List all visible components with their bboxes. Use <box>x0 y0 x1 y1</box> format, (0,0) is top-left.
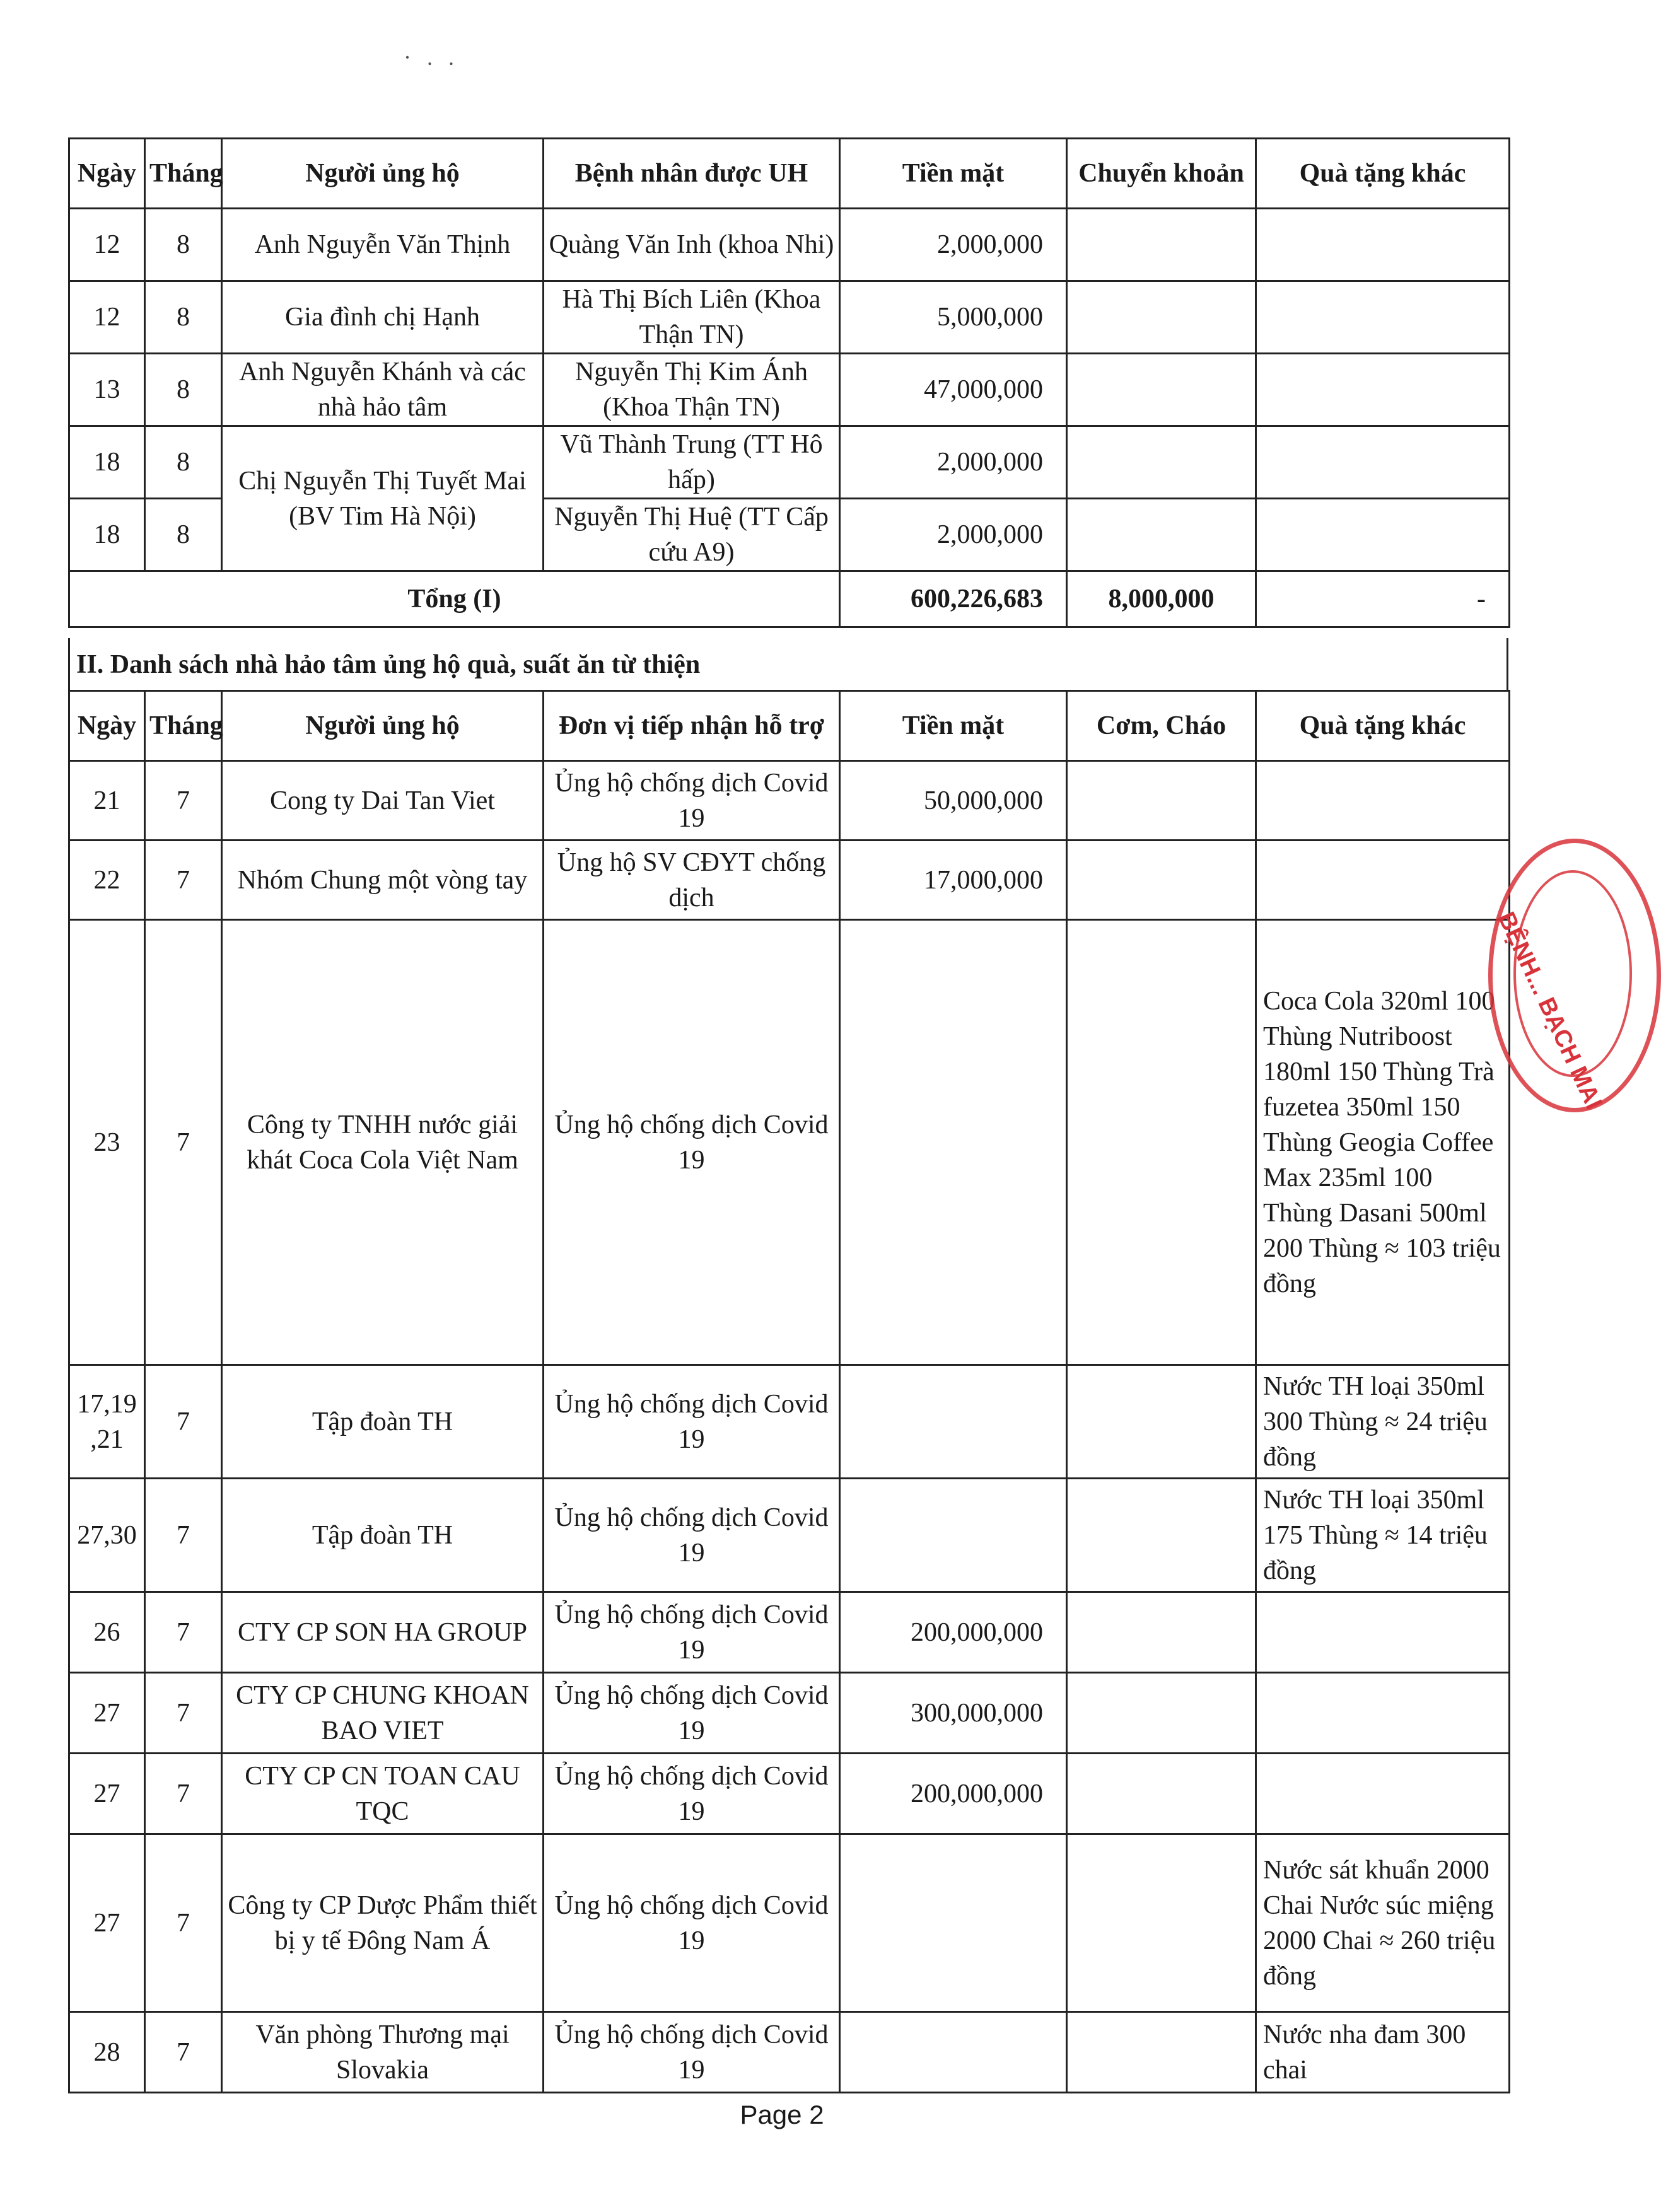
cell-day: 28 <box>69 2012 145 2093</box>
cell-cash: 2,000,000 <box>840 426 1067 499</box>
cell-unit: Ủng hộ chống dịch Covid 19 <box>544 1365 840 1479</box>
header-patient: Bệnh nhân được UH <box>544 139 840 209</box>
cell-meal <box>1067 761 1256 841</box>
cell-gift: Coca Cola 320ml 100 Thùng Nutriboost 180ml 150 Thùng Trà fuzetea 350ml 150 Thùng Geogia Coffee Max 235ml 100 Thùng Dasani 500ml 200 Thùng ≈ 103 triệu đồng <box>1256 920 1510 1365</box>
cell-transfer <box>1067 209 1256 281</box>
donation-table-patients <box>68 137 1510 628</box>
cell-month: 7 <box>145 1365 222 1479</box>
cell-month: 8 <box>145 209 222 281</box>
cell-cash: 300,000,000 <box>840 1673 1067 1754</box>
cell-day: 17,19 ,21 <box>69 1365 145 1479</box>
cell-month: 7 <box>145 1673 222 1754</box>
cell-gift: Nước TH loại 350ml 300 Thùng ≈ 24 triệu đồng <box>1256 1365 1510 1479</box>
cell-patient: Nguyễn Thị Kim Ánh (Khoa Thận TN) <box>544 354 840 426</box>
cell-gift <box>1256 354 1510 426</box>
cell-day: 27 <box>69 1834 145 2012</box>
cell-day: 21 <box>69 761 145 841</box>
cell-donor: Tập đoàn TH <box>222 1365 544 1479</box>
table-row <box>69 920 1510 1365</box>
cell-cash <box>840 920 1067 1365</box>
cell-cash <box>840 1365 1067 1479</box>
table-row <box>69 1673 1510 1754</box>
cell-transfer <box>1067 426 1256 499</box>
cell-cash: 5,000,000 <box>840 281 1067 354</box>
cell-donor: Văn phòng Thương mại Slovakia <box>222 2012 544 2093</box>
cell-unit: Ủng hộ chống dịch Covid 19 <box>544 761 840 841</box>
cell-gift: Nước TH loại 350ml 175 Thùng ≈ 14 triệu đồng <box>1256 1479 1510 1592</box>
cell-day: 12 <box>69 281 145 354</box>
cell-transfer <box>1067 281 1256 354</box>
cell-day: 22 <box>69 841 145 920</box>
cell-donor: Cong ty Dai Tan Viet <box>222 761 544 841</box>
total-row <box>69 571 1510 627</box>
header-receiving-unit: Đơn vị tiếp nhận hỗ trợ <box>544 691 840 761</box>
cell-donor: CTY CP CHUNG KHOAN BAO VIET <box>222 1673 544 1754</box>
table-row <box>69 1365 1510 1479</box>
cell-unit: Ủng hộ chống dịch Covid 19 <box>544 2012 840 2093</box>
cell-patient: Hà Thị Bích Liên (Khoa Thận TN) <box>544 281 840 354</box>
header-month: Tháng <box>145 691 222 761</box>
cell-cash: 2,000,000 <box>840 499 1067 571</box>
cell-gift: Nước nha đam 300 chai <box>1256 2012 1510 2093</box>
cell-unit: Ủng hộ chống dịch Covid 19 <box>544 1479 840 1592</box>
cell-unit: Ủng hộ chống dịch Covid 19 <box>544 1592 840 1673</box>
scan-artifact: · . . <box>404 45 459 70</box>
donation-table-gifts <box>68 690 1510 2093</box>
cell-cash <box>840 2012 1067 2093</box>
cell-month: 7 <box>145 1834 222 2012</box>
cell-day: 23 <box>69 920 145 1365</box>
cell-patient: Quàng Văn Inh (khoa Nhi) <box>544 209 840 281</box>
cell-meal <box>1067 1365 1256 1479</box>
table-row <box>69 281 1510 354</box>
header-donor: Người ủng hộ <box>222 691 544 761</box>
cell-month: 8 <box>145 281 222 354</box>
cell-gift <box>1256 281 1510 354</box>
header-donor: Người ủng hộ <box>222 139 544 209</box>
cell-transfer <box>1067 354 1256 426</box>
cell-month: 7 <box>145 1592 222 1673</box>
cell-meal <box>1067 1592 1256 1673</box>
cell-meal <box>1067 1834 1256 2012</box>
cell-donor: CTY CP SON HA GROUP <box>222 1592 544 1673</box>
header-day: Ngày <box>69 139 145 209</box>
cell-meal <box>1067 1479 1256 1592</box>
cell-meal <box>1067 1754 1256 1834</box>
table-row <box>69 426 1510 499</box>
cell-month: 7 <box>145 841 222 920</box>
header-transfer: Chuyển khoản <box>1067 139 1256 209</box>
header-cash: Tiền mặt <box>840 691 1067 761</box>
table-row <box>69 841 1510 920</box>
cell-day: 13 <box>69 354 145 426</box>
cell-donor: Gia đình chị Hạnh <box>222 281 544 354</box>
cell-patient: Nguyễn Thị Huệ (TT Cấp cứu A9) <box>544 499 840 571</box>
cell-donor: Nhóm Chung một vòng tay <box>222 841 544 920</box>
cell-day: 27 <box>69 1673 145 1754</box>
cell-cash: 200,000,000 <box>840 1592 1067 1673</box>
table-header-row <box>69 691 1510 761</box>
cell-month: 7 <box>145 2012 222 2093</box>
header-gift: Quà tặng khác <box>1256 139 1510 209</box>
cell-cash: 200,000,000 <box>840 1754 1067 1834</box>
cell-meal <box>1067 920 1256 1365</box>
cell-unit: Ủng hộ SV CĐYT chống dịch <box>544 841 840 920</box>
total-transfer: 8,000,000 <box>1067 571 1256 627</box>
cell-unit: Ủng hộ chống dịch Covid 19 <box>544 1834 840 2012</box>
cell-donor: Công ty TNHH nước giải khát Coca Cola Việt Nam <box>222 920 544 1365</box>
cell-cash: 2,000,000 <box>840 209 1067 281</box>
table-row <box>69 2012 1510 2093</box>
cell-gift <box>1256 499 1510 571</box>
cell-day: 18 <box>69 499 145 571</box>
cell-gift <box>1256 761 1510 841</box>
cell-meal <box>1067 2012 1256 2093</box>
cell-donor: Chị Nguyễn Thị Tuyết Mai (BV Tim Hà Nội) <box>222 426 544 571</box>
table-row <box>69 761 1510 841</box>
cell-day: 27 <box>69 1754 145 1834</box>
page-number: Page 2 <box>740 2100 824 2129</box>
cell-month: 7 <box>145 1479 222 1592</box>
cell-day: 18 <box>69 426 145 499</box>
cell-gift <box>1256 841 1510 920</box>
cell-donor: Công ty CP Dược Phẩm thiết bị y tế Đông Nam Á <box>222 1834 544 2012</box>
cell-meal <box>1067 841 1256 920</box>
cell-donor: CTY CP CN TOAN CAU TQC <box>222 1754 544 1834</box>
table-header-row <box>69 139 1510 209</box>
header-meal: Cơm, Cháo <box>1067 691 1256 761</box>
cell-cash <box>840 1479 1067 1592</box>
cell-month: 7 <box>145 920 222 1365</box>
cell-gift <box>1256 1754 1510 1834</box>
cell-day: 27,30 <box>69 1479 145 1592</box>
total-label: Tổng (I) <box>69 571 840 627</box>
cell-gift: Nước sát khuẩn 2000 Chai Nước súc miệng 2000 Chai ≈ 260 triệu đồng <box>1256 1834 1510 2012</box>
cell-month: 7 <box>145 761 222 841</box>
cell-meal <box>1067 1673 1256 1754</box>
header-day: Ngày <box>69 691 145 761</box>
table-row <box>69 209 1510 281</box>
section-title: II. Danh sách nhà hảo tâm ủng hộ quà, suất ăn từ thiện <box>68 638 1508 691</box>
table-row <box>69 1754 1510 1834</box>
cell-day: 26 <box>69 1592 145 1673</box>
table-row <box>69 1592 1510 1673</box>
header-month: Tháng <box>145 139 222 209</box>
cell-gift <box>1256 209 1510 281</box>
table-row <box>69 1479 1510 1592</box>
cell-gift <box>1256 1673 1510 1754</box>
cell-gift <box>1256 426 1510 499</box>
cell-cash: 50,000,000 <box>840 761 1067 841</box>
cell-patient: Vũ Thành Trung (TT Hô hấp) <box>544 426 840 499</box>
cell-unit: Ủng hộ chống dịch Covid 19 <box>544 1754 840 1834</box>
table-row <box>69 354 1510 426</box>
cell-month: 8 <box>145 499 222 571</box>
cell-month: 8 <box>145 354 222 426</box>
cell-day: 12 <box>69 209 145 281</box>
total-cash: 600,226,683 <box>840 571 1067 627</box>
cell-cash: 17,000,000 <box>840 841 1067 920</box>
cell-cash <box>840 1834 1067 2012</box>
cell-donor: Tập đoàn TH <box>222 1479 544 1592</box>
cell-cash: 47,000,000 <box>840 354 1067 426</box>
stamp-text: BỆNH... BẠCH MAI <box>1492 908 1607 1114</box>
total-gift: - <box>1256 571 1510 627</box>
cell-gift <box>1256 1592 1510 1673</box>
header-gift: Quà tặng khác <box>1256 691 1510 761</box>
header-cash: Tiền mặt <box>840 139 1067 209</box>
cell-month: 7 <box>145 1754 222 1834</box>
cell-unit: Ủng hộ chống dịch Covid 19 <box>544 1673 840 1754</box>
cell-transfer <box>1067 499 1256 571</box>
cell-donor: Anh Nguyễn Văn Thịnh <box>222 209 544 281</box>
table-row <box>69 1834 1510 2012</box>
cell-month: 8 <box>145 426 222 499</box>
cell-donor: Anh Nguyễn Khánh và các nhà hảo tâm <box>222 354 544 426</box>
cell-unit: Ủng hộ chống dịch Covid 19 <box>544 920 840 1365</box>
